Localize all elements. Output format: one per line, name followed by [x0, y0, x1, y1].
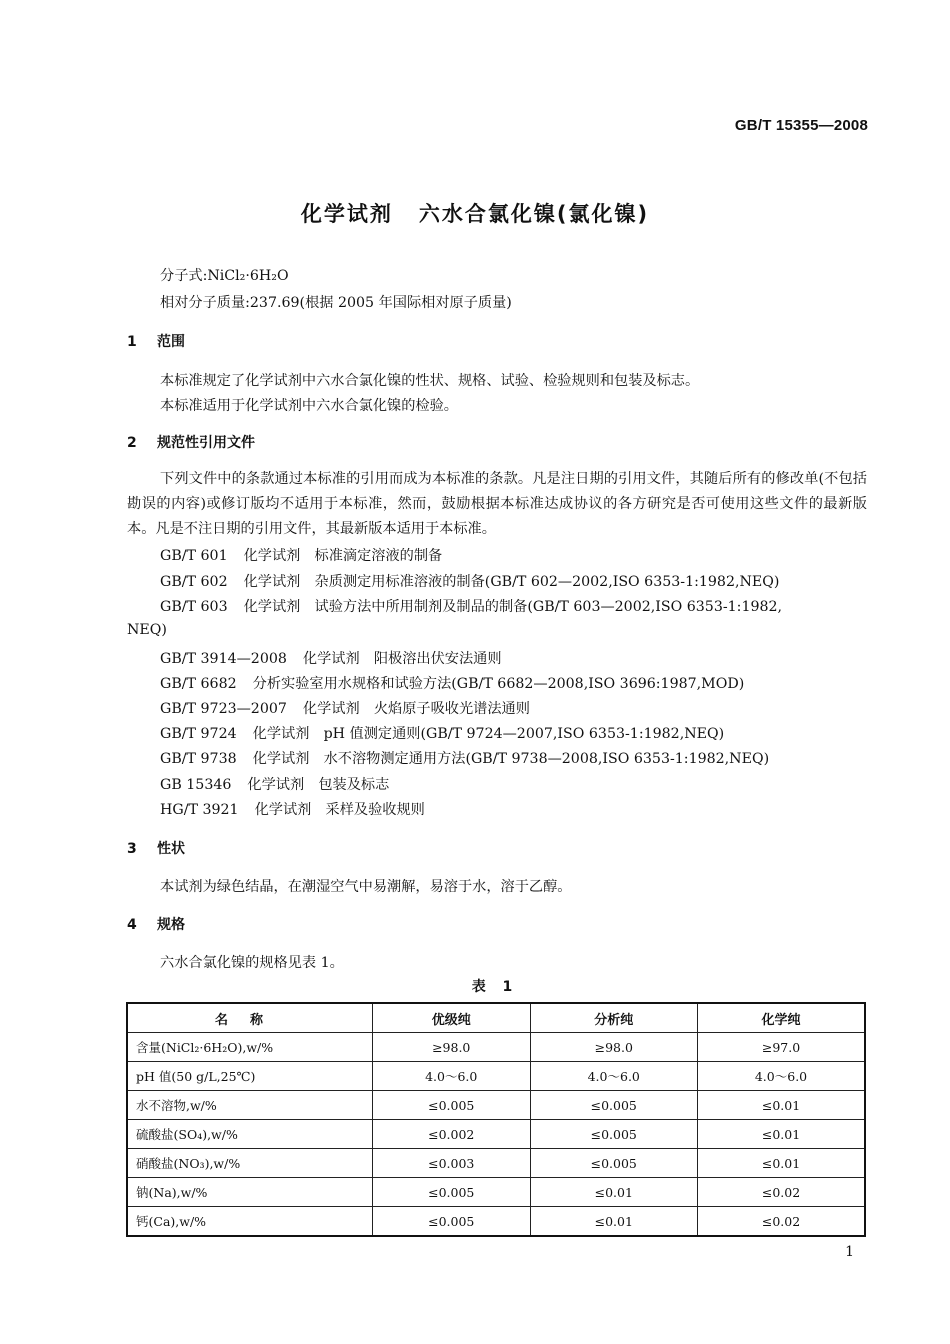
column-header-name: 名称 — [127, 1003, 372, 1033]
reference-item-continued: NEQ) — [127, 622, 167, 638]
table-row — [127, 1091, 865, 1120]
section-heading-3 — [127, 838, 185, 858]
table-cell: ≤0.005 — [530, 1120, 698, 1149]
section-heading-4 — [127, 914, 185, 934]
reference-code: GB/T 9723—2007 — [160, 701, 287, 717]
section-title: 范围 — [157, 334, 185, 350]
table-cell: 水不溶物,w/% — [127, 1091, 372, 1120]
section-heading-1 — [127, 331, 185, 351]
table-row — [127, 1062, 865, 1091]
reference-code: GB/T 9724 — [160, 726, 237, 742]
reference-title: 化学试剂 pH 值测定通则(GB/T 9724—2007,ISO 6353-1:1982,NEQ) — [252, 726, 725, 742]
table-row — [127, 1178, 865, 1207]
table-cell: ≤0.02 — [698, 1178, 866, 1207]
reference-title: 化学试剂 标准滴定溶液的制备 — [243, 548, 443, 564]
section-2-paragraph-text: 下列文件中的条款通过本标准的引用而成为本标准的条款。凡是注日期的引用文件，其随后所有的修改单(不包括勘误的内容)或修订版均不适用于本标准，然而，鼓励根据本标准达成协议的各方研究是否可使用这些文件的最新版本。凡是不注日期的引用文件，其最新版本适用于本标准。 — [127, 471, 867, 537]
section-1-paragraph-2: 本标准适用于化学试剂中六水合氯化镍的检验。 — [160, 398, 458, 414]
table-cell: 含量(NiCl₂·6H₂O),w/% — [127, 1033, 372, 1062]
table-cell: ≤0.005 — [372, 1207, 530, 1237]
title-part-1: 化学试剂 — [300, 202, 393, 226]
table-cell: ≤0.003 — [372, 1149, 530, 1178]
section-1-paragraph-1: 本标准规定了化学试剂中六水合氯化镍的性状、规格、试验、检验规则和包装及标志。 — [160, 373, 700, 389]
table-cell: 4.0～6.0 — [698, 1062, 866, 1091]
reference-title: 化学试剂 阳极溶出伏安法通则 — [302, 651, 502, 667]
table-cell: ≥98.0 — [530, 1033, 698, 1062]
section-3-paragraph: 本试剂为绿色结晶，在潮湿空气中易潮解，易溶于水，溶于乙醇。 — [160, 879, 572, 895]
reference-code: GB/T 601 — [160, 548, 228, 564]
reference-item — [160, 774, 389, 794]
table-row — [127, 1207, 865, 1237]
reference-code: GB/T 602 — [160, 574, 228, 590]
table-row — [127, 1149, 865, 1178]
table-cell: 4.0～6.0 — [530, 1062, 698, 1091]
reference-code: GB/T 3914—2008 — [160, 651, 287, 667]
table-cell: 钠(Na),w/% — [127, 1178, 372, 1207]
standard-number: GB/T 15355—2008 — [734, 117, 868, 134]
table-cell: ≤0.01 — [698, 1120, 866, 1149]
reference-item — [160, 545, 442, 565]
table-cell: 硝酸盐(NO₃),w/% — [127, 1149, 372, 1178]
reference-item — [160, 698, 530, 718]
table-cell: 硫酸盐(SO₄),w/% — [127, 1120, 372, 1149]
reference-item — [160, 571, 779, 591]
table-cell: ≤0.01 — [698, 1149, 866, 1178]
title-part-2: 六水合氯化镍(氯化镍) — [418, 202, 650, 226]
table-cell: 4.0～6.0 — [372, 1062, 530, 1091]
reference-title: 化学试剂 试验方法中所用制剂及制品的制备(GB/T 603—2002,ISO 6353-1:1982, — [243, 599, 783, 615]
reference-code: HG/T 3921 — [160, 802, 239, 818]
page-number: 1 — [845, 1244, 854, 1260]
table-cell: 钙(Ca),w/% — [127, 1207, 372, 1237]
column-header-analytical-grade: 分析纯 — [530, 1003, 698, 1033]
reference-title: 化学试剂 火焰原子吸收光谱法通则 — [302, 701, 530, 717]
table-cell: ≥97.0 — [698, 1033, 866, 1062]
section-4-paragraph: 六水合氯化镍的规格见表 1。 — [160, 955, 344, 971]
molecular-formula: 分子式:NiCl₂·6H₂O — [160, 268, 289, 284]
section-heading-2 — [127, 432, 255, 452]
table-row — [127, 1120, 865, 1149]
reference-title: 化学试剂 采样及验收规则 — [254, 802, 425, 818]
section-2-paragraph — [127, 467, 867, 542]
table-header-row — [127, 1003, 865, 1033]
table-cell: ≥98.0 — [372, 1033, 530, 1062]
reference-title: 分析实验室用水规格和试验方法(GB/T 6682—2008,ISO 3696:1987,MOD) — [252, 676, 745, 692]
table-cell: ≤0.01 — [698, 1091, 866, 1120]
section-number: 3 — [127, 841, 137, 857]
table-cell: ≤0.02 — [698, 1207, 866, 1237]
section-number: 1 — [127, 334, 137, 350]
table-cell: ≤0.005 — [530, 1149, 698, 1178]
reference-code: GB/T 603 — [160, 599, 228, 615]
table-cell: ≤0.005 — [372, 1178, 530, 1207]
table-cell: ≤0.005 — [372, 1091, 530, 1120]
section-number: 2 — [127, 435, 137, 451]
table-caption: 表 1 — [471, 979, 519, 995]
reference-item — [160, 799, 425, 819]
reference-title: 化学试剂 包装及标志 — [247, 777, 390, 793]
table-cell: ≤0.002 — [372, 1120, 530, 1149]
section-title: 规范性引用文件 — [157, 435, 255, 451]
table-cell: ≤0.01 — [530, 1178, 698, 1207]
reference-item — [160, 723, 724, 743]
reference-code: GB/T 9738 — [160, 751, 237, 767]
reference-title: 化学试剂 水不溶物测定通用方法(GB/T 9738—2008,ISO 6353-1:1982,NEQ) — [252, 751, 770, 767]
table-cell: pH 值(50 g/L,25℃) — [127, 1062, 372, 1091]
specification-table — [126, 1002, 866, 1237]
table-cell: ≤0.01 — [530, 1207, 698, 1237]
reference-item — [160, 596, 782, 616]
section-title: 规格 — [157, 917, 185, 933]
reference-code: GB/T 6682 — [160, 676, 237, 692]
reference-title: 化学试剂 杂质测定用标准溶液的制备(GB/T 602—2002,ISO 6353-1:1982,NEQ) — [243, 574, 780, 590]
reference-item — [160, 648, 502, 668]
reference-item — [160, 673, 744, 693]
table-cell: ≤0.005 — [530, 1091, 698, 1120]
table-row — [127, 1033, 865, 1062]
document-title — [0, 198, 950, 228]
column-header-premium-grade: 优级纯 — [372, 1003, 530, 1033]
section-number: 4 — [127, 917, 137, 933]
molecular-mass: 相对分子质量:237.69(根据 2005 年国际相对原子质量) — [160, 295, 512, 311]
section-title: 性状 — [157, 841, 185, 857]
column-header-chemical-grade: 化学纯 — [698, 1003, 866, 1033]
reference-code: GB 15346 — [160, 777, 232, 793]
reference-item — [160, 748, 769, 768]
